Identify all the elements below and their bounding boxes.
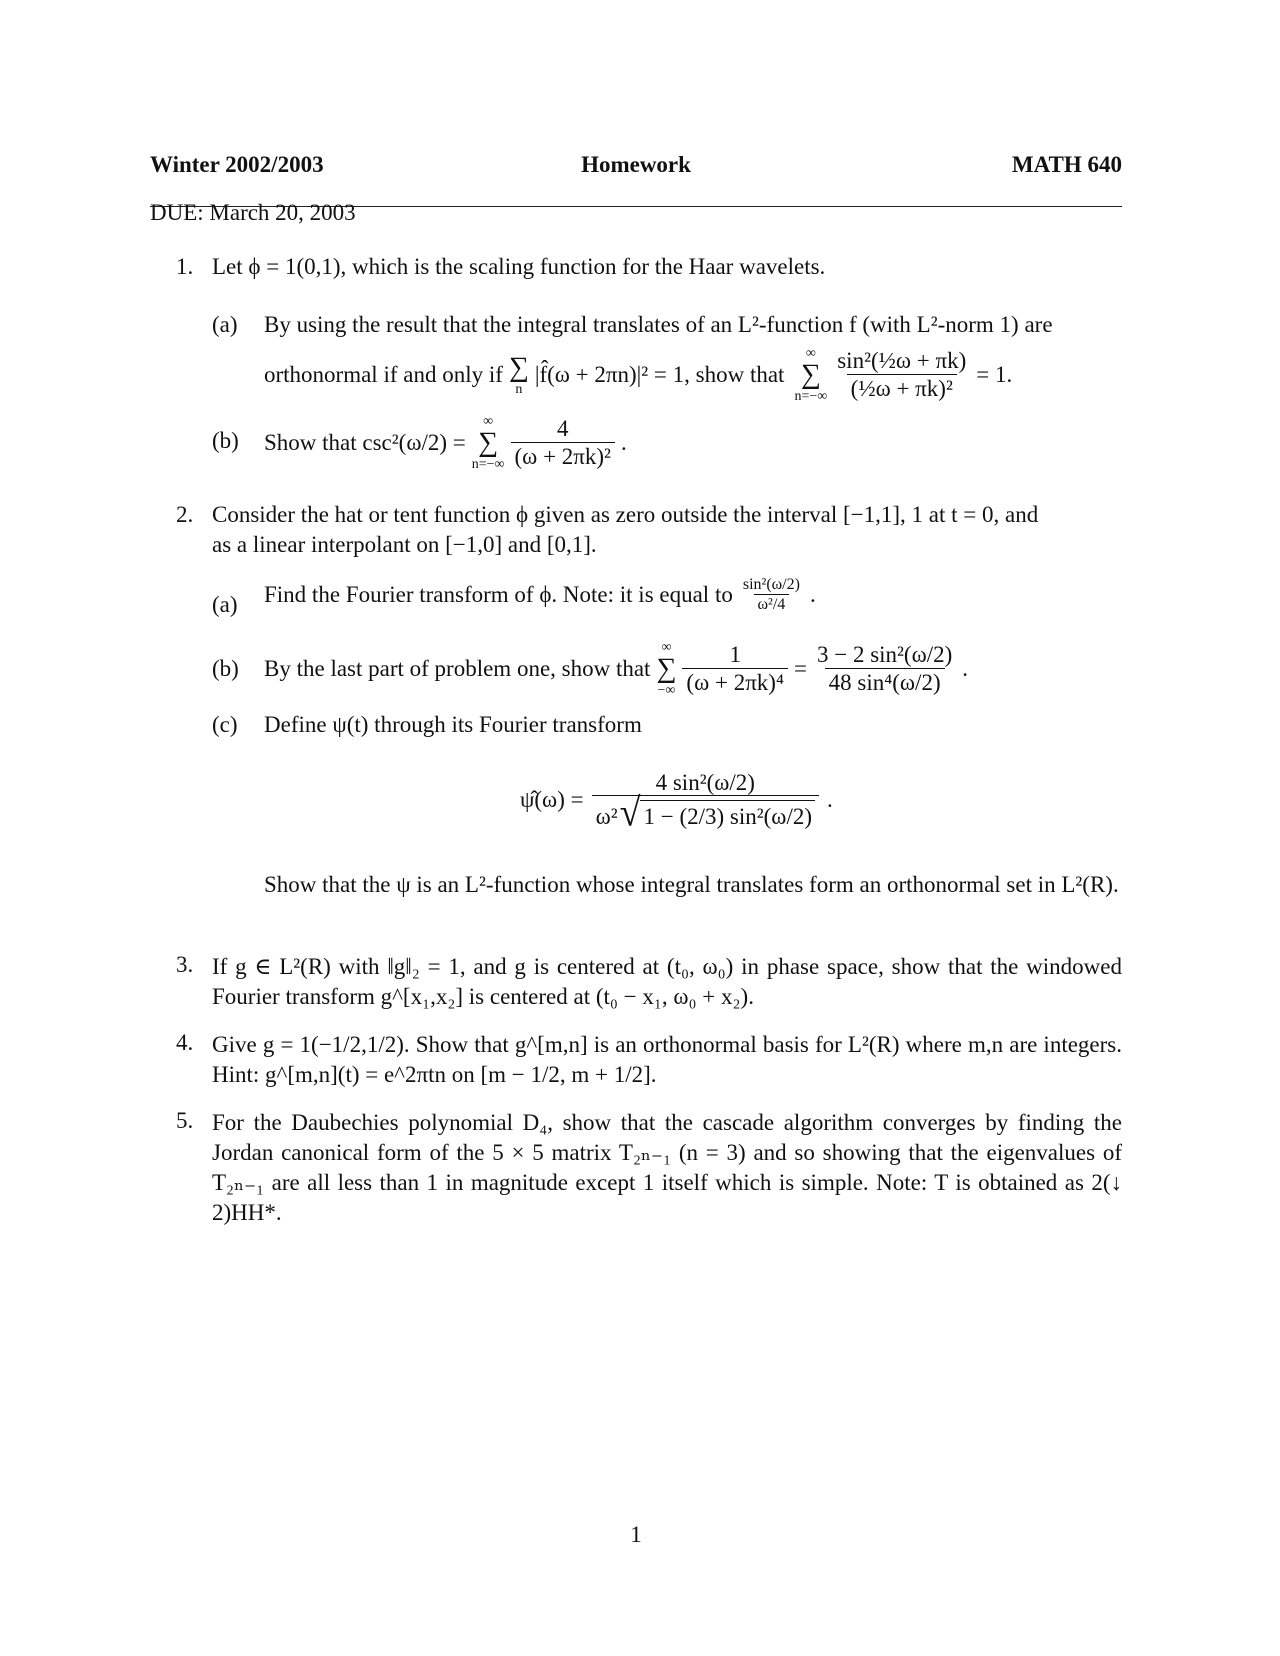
problem-1a-prefix: orthonormal if and only if — [264, 362, 503, 388]
sigma-symbol: ∑ — [478, 427, 499, 459]
fraction-numerator: sin²(½ω + πk) — [837, 348, 967, 374]
problem-2b-line — [264, 640, 968, 699]
problem-1a-condition: |f̂(ω + 2πn)|² = 1, show that — [534, 362, 785, 388]
problem-1a-line1: By using the result that the integral translates of an L²-function f (with L²-norm 1) are — [264, 312, 1053, 337]
problem-1a-sum2 — [794, 346, 827, 405]
fraction-denominator: ω²/4 — [754, 594, 790, 614]
problem-2b-equals: = — [793, 656, 807, 682]
sum-lower-limit: n — [515, 381, 523, 397]
equation-denominator — [592, 791, 819, 836]
problem-2c-text: Define ψ(t) through its Fourier transform — [264, 712, 642, 737]
problem-2b-rhs-fraction — [813, 642, 956, 696]
rhs-denominator: 48 sin⁴(ω/2) — [825, 668, 945, 697]
problem-2a-text: Find the Fourier transform of ϕ. Note: it is equal to — [264, 581, 733, 607]
radical-sign: √ — [619, 791, 641, 836]
fraction-denominator: (½ω + πk)² — [847, 374, 957, 403]
problem-2b-fraction — [682, 642, 788, 696]
problem-2-line1: Consider the hat or tent function ϕ given as zero outside the interval [−1,1], 1 at t = 0, and — [212, 502, 1039, 527]
problem-3-number: 3. — [176, 952, 194, 977]
problem-2a-line — [264, 576, 816, 614]
equation-numerator: 4 sin²(ω/2) — [655, 770, 755, 795]
radicand: 1 − (2/3) sin²(ω/2) — [640, 800, 815, 831]
problem-2b-sum — [656, 640, 676, 699]
header-term: Winter 2002/2003 — [150, 152, 324, 177]
problem-1b-fraction — [511, 416, 615, 470]
problem-1-intro: Let ϕ = 1(0,1), which is the scaling function for the Haar wavelets. — [212, 254, 826, 279]
problem-2b-end: . — [962, 656, 969, 682]
problem-5-number: 5. — [176, 1108, 194, 1133]
problem-1a-sum — [508, 351, 529, 397]
sum-lower-limit: −∞ — [657, 683, 676, 699]
problem-1b-end: . — [620, 430, 627, 456]
fraction-denominator: (ω + 2πk)⁴ — [682, 668, 788, 697]
square-root — [619, 791, 815, 836]
problem-1b-line — [264, 414, 627, 473]
due-date: DUE: March 20, 2003 — [150, 200, 356, 225]
problem-2a-end: . — [809, 581, 816, 607]
problem-1a-fraction — [833, 348, 970, 402]
problem-1b-text: Show that csc²(ω/2) = — [264, 430, 466, 456]
problem-5-text: For the Daubechies polynomial D₄, show that the cascade algorithm converges by finding the Jordan canonical form of the 5 × 5 matrix T₂ₙ₋₁ (n = 3) and so showing that the eigenvalues of T₂ₙ₋₁ are all less than 1 in magnitude except 1 itself which is simple. Note: T is obtained as 2(↓ 2)HH*. — [212, 1110, 1122, 1225]
problem-2b-label: (b) — [212, 656, 239, 681]
problem-1a-line2 — [264, 346, 1012, 405]
problem-2a-label: (a) — [212, 592, 238, 617]
fraction-numerator: 1 — [729, 642, 741, 668]
header-course: MATH 640 — [1011, 152, 1122, 177]
problem-2c-after: Show that the ψ is an L²-function whose integral translates form an orthonormal set in L²(R). — [264, 872, 1119, 897]
problem-3-text: If g ∈ L²(R) with ‖g‖₂ = 1, and g is centered at (t₀, ω₀) in phase space, show that the windowed Fourier transform g^[x₁,x₂] is centered at (t₀ − x₁, ω₀ + x₂). — [212, 954, 1122, 1009]
sigma-symbol: ∑ — [508, 351, 529, 383]
problem-2-number: 2. — [176, 502, 194, 527]
rhs-numerator: 3 − 2 sin²(ω/2) — [816, 642, 953, 668]
page-number: 1 — [630, 1522, 642, 1547]
problem-1a-equals: = 1. — [976, 362, 1013, 388]
sigma-symbol: ∑ — [800, 359, 821, 391]
sum2-upper-limit: ∞ — [805, 346, 816, 361]
equation-end: . — [827, 787, 833, 813]
problem-4-text: Give g = 1(−1/2,1/2). Show that g^[m,n] is an orthonormal basis for L²(R) where m,n are integers. Hint: g^[m,n](t) = e^2πtn on [m − 1/2, m + 1/2]. — [212, 1032, 1122, 1087]
fraction-denominator: (ω + 2πk)² — [511, 442, 615, 471]
equation-lhs: ψ̂(ω) = — [520, 787, 584, 813]
problem-4-number: 4. — [176, 1030, 194, 1055]
denominator-prefix: ω² — [595, 803, 618, 829]
sum-upper-limit: ∞ — [661, 640, 672, 655]
sum2-lower-limit: n=−∞ — [794, 389, 828, 405]
problem-1b-sum — [472, 414, 505, 473]
problem-2-line2: as a linear interpolant on [−1,0] and [0,1]. — [212, 532, 597, 557]
problem-2b-text: By the last part of problem one, show that — [264, 656, 651, 682]
page-header — [150, 152, 1122, 182]
equation-fraction — [592, 770, 819, 836]
problem-1b-label: (b) — [212, 428, 239, 453]
problem-1a-label: (a) — [212, 312, 238, 337]
problem-1-number: 1. — [176, 254, 194, 279]
sigma-symbol: ∑ — [656, 653, 677, 685]
problem-2c-label: (c) — [212, 712, 238, 737]
sum-lower-limit: n=−∞ — [471, 457, 505, 473]
fraction-numerator: sin²(ω/2) — [742, 576, 800, 593]
header-title: Homework — [581, 152, 691, 177]
problem-2a-fraction — [739, 576, 804, 614]
problem-2c-equation — [520, 770, 833, 836]
sum-upper-limit: ∞ — [483, 414, 494, 429]
fraction-numerator: 4 — [556, 416, 569, 442]
